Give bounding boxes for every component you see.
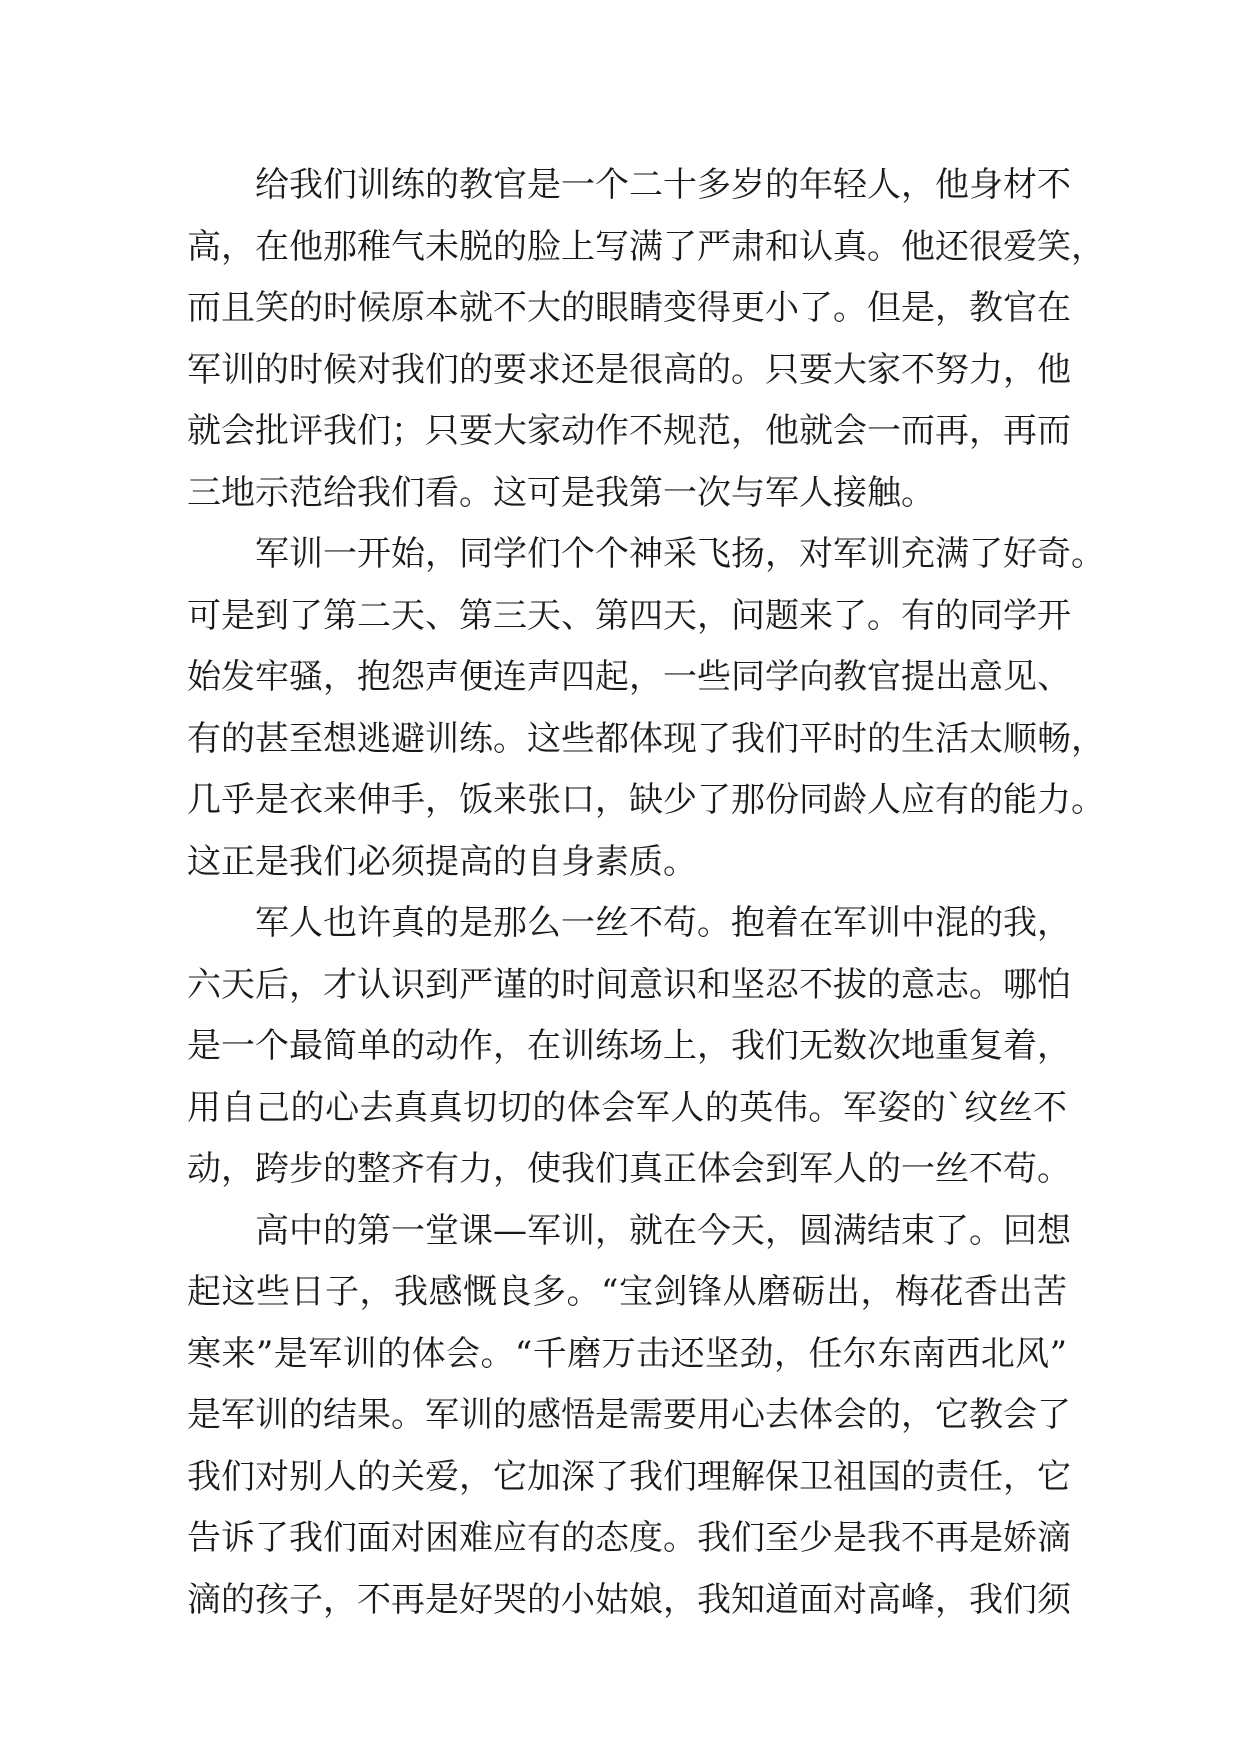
text-line: 是一个最简单的动作，在训练场上，我们无数次地重复着， (187, 1026, 1071, 1066)
text-line: 可是到了第二天、第三天、第四天，问题来了。有的同学开 (187, 595, 1071, 636)
text-line: 六天后，才认识到严谨的时间意识和坚忍不拔的意志。哪怕 (187, 964, 1071, 1005)
text-line: 军训的时候对我们的要求还是很高的。只要大家不努力，他 (187, 349, 1071, 390)
text-line: 用自己的心去真真切切的体会军人的英伟。军姿的`纹丝不 (187, 1087, 1067, 1128)
paragraph-complaints (187, 524, 1105, 893)
paragraph-reflection (187, 1201, 1071, 1632)
text-line: 几乎是衣来伸手，饭来张口，缺少了那份同龄人应有的能力。 (187, 780, 1105, 820)
text-line: 有的甚至想逃避训练。这些都体现了我们平时的生活太顺畅， (187, 718, 1105, 759)
text-line: 给我们训练的教官是一个二十多岁的年轻人，他身材不 (255, 165, 1071, 205)
text-line: 是军训的结果。军训的感悟是需要用心去体会的，它教会了 (187, 1395, 1071, 1435)
document-body (187, 155, 1105, 1631)
text-line: 起这些日子，我感慨良多。“宝剑锋从磨砺出，梅花香出苦 (187, 1272, 1067, 1312)
paragraph-discipline (187, 893, 1071, 1201)
paragraph-instructor (187, 155, 1105, 524)
text-line: 我们对别人的关爱，它加深了我们理解保卫祖国的责任，它 (187, 1456, 1071, 1497)
text-line: 就会批评我们；只要大家动作不规范，他就会一而再，再而 (187, 411, 1071, 451)
text-line: 高，在他那稚气未脱的脸上写满了严肃和认真。他还很爱笑， (187, 226, 1105, 267)
text-line: 寒来”是军训的体会。“千磨万击还坚劲，任尔东南西北风” (187, 1333, 1067, 1374)
text-line: 这正是我们必须提高的自身素质。 (187, 841, 697, 882)
text-line: 高中的第一堂课—军训，就在今天，圆满结束了。回想 (255, 1210, 1071, 1251)
text-line: 三地示范给我们看。这可是我第一次与军人接触。 (187, 472, 935, 513)
text-line: 告诉了我们面对困难应有的态度。我们至少是我不再是娇滴 (187, 1518, 1071, 1558)
text-line: 动，跨步的整齐有力，使我们真正体会到军人的一丝不苟。 (187, 1149, 1071, 1189)
text-line: 而且笑的时候原本就不大的眼睛变得更小了。但是，教官在 (187, 288, 1071, 328)
text-line: 始发牢骚，抱怨声便连声四起，一些同学向教官提出意见、 (187, 657, 1071, 697)
text-line: 军人也许真的是那么一丝不苟。抱着在军训中混的我， (255, 903, 1071, 943)
text-line: 军训一开始，同学们个个神采飞扬，对军训充满了好奇。 (255, 534, 1105, 574)
text-line: 滴的孩子，不再是好哭的小姑娘，我知道面对高峰，我们须 (187, 1579, 1071, 1620)
